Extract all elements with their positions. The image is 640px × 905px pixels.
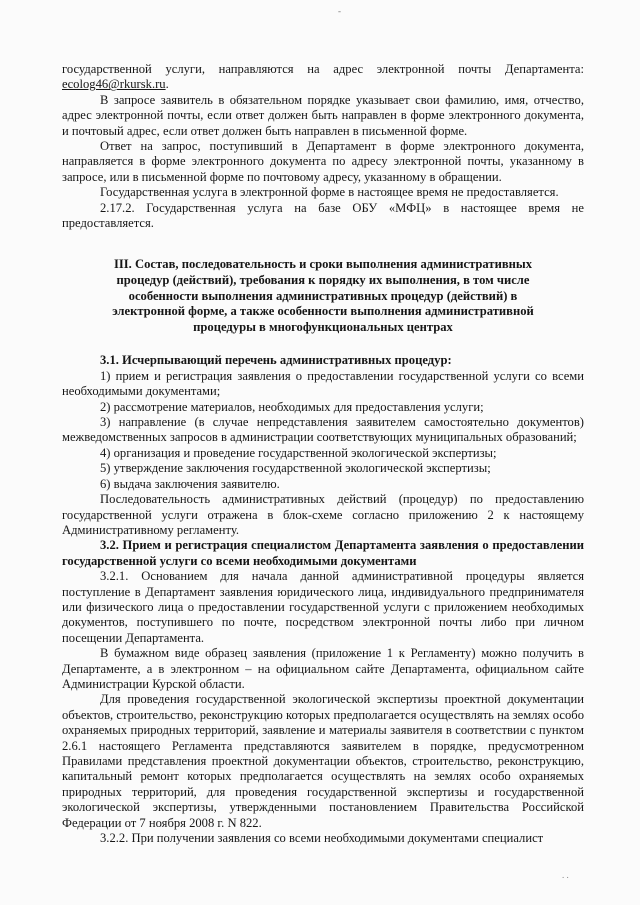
- list-item: 2) рассмотрение материалов, необходимых для предоставления услуги;: [100, 399, 484, 414]
- paragraph-electronic: Государственная услуга в электронной форме в настоящее время не предоставляется.: [100, 185, 559, 200]
- list-item: 4) организация и проведение государственной экологической экспертизы;: [100, 445, 497, 460]
- scan-mark-corner: . .: [562, 870, 569, 880]
- paragraph-paper-form: В бумажном виде образец заявления (приложение 1 к Регламенту) можно получить в Департаменте, а в электронном – на официальном сайте Департамента, официальном сайте Администрации Курской области.: [62, 646, 584, 691]
- paragraph-sequence: Последовательность административных действий (процедур) по предоставлению государственной услуги отражена в блок-схеме согласно приложению 2 к настоящему Административному регламенту.: [62, 492, 584, 537]
- document-body: [62, 62, 584, 846]
- list-item: 1) прием и регистрация заявления о предоставлении государственной услуги со всеми необходимыми документами;: [62, 368, 584, 399]
- paragraph-3-2-1: 3.2.1. Основанием для начала данной административной процедуры является поступление в Департамент заявления юридического лица, индивидуального предпринимателя или физического лица о предоставлении государственной услуги с приложением необходимых документов, поступившего по почте, посредством электронной почты либо при личном посещении Департамента.: [62, 569, 584, 645]
- paragraph-expertise: Для проведения государственной экологической экспертизы проектной документации объектов, строительство, реконструкцию которых предполагается осуществлять на землях особо охраняемых природных территорий, заявление и материалы заявителя в соответствии с пунктом 2.6.1 настоящего Регламента представляются заявителем в порядке, предусмотренном Правилами представления проектной документации объектов, строительство, реконструкцию, капитальный ремонт которых предполагается осуществлять на землях особо охраняемых природных территорий, для проведения государственной экспертизы и государственной экологической экспертизы, утвержденными постановлением Правительства Российской Федерации от 7 ноября 2008 г. N 822.: [62, 692, 584, 830]
- paragraph-3-2-2: 3.2.2. При получении заявления со всеми необходимыми документами специалист: [100, 831, 544, 846]
- list-item: 3) направление (в случае непредставления заявителем самостоятельно документов) межведомственных запросов в администрации соответствующих муниципальных образований;: [62, 415, 584, 445]
- section-title: III. Состав, последовательность и сроки выполнения административных процедур (действий), требования к порядку их выполнения, в том числе особенности выполнения административных процедур (действий) в электронной форме, а также особенности выполнения административной процедуры в многофункциональных центрах: [112, 257, 534, 334]
- email-link[interactable]: ecolog46@rkursk.ru: [62, 77, 166, 92]
- paragraph-email: государственной услуги, направляются на адрес электронной почты Департамента: ecolog46@rkursk.ru.: [62, 62, 584, 92]
- heading-3-1: 3.1. Исчерпывающий перечень административных процедур:: [100, 353, 452, 368]
- paragraph-answer: Ответ на запрос, поступивший в Департамент в форме электронного документа, направляется в форме электронного документа по адресу электронной почты, указанному в запросе, или в письменной форме по почтовому адресу, указанному в обращении.: [62, 139, 584, 184]
- paragraph-request: В запросе заявитель в обязательном порядке указывает свои фамилию, имя, отчество, адрес электронной почты, если ответ должен быть направлен в форме электронного документа, и почтовый адрес, если ответ должен быть направлен в письменной форме.: [62, 92, 584, 138]
- list-item: 6) выдача заключения заявителю.: [100, 476, 280, 491]
- paragraph-2-17-2: 2.17.2. Государственная услуга на базе ОБУ «МФЦ» в настоящее время не предоставляется.: [62, 200, 584, 231]
- list-item: 5) утверждение заключения государственной экологической экспертизы;: [100, 461, 491, 476]
- scan-mark: -: [338, 6, 341, 16]
- heading-3-2: 3.2. Прием и регистрация специалистом Департамента заявления о предоставлении государственной услуги со всеми необходимыми документами: [62, 538, 584, 568]
